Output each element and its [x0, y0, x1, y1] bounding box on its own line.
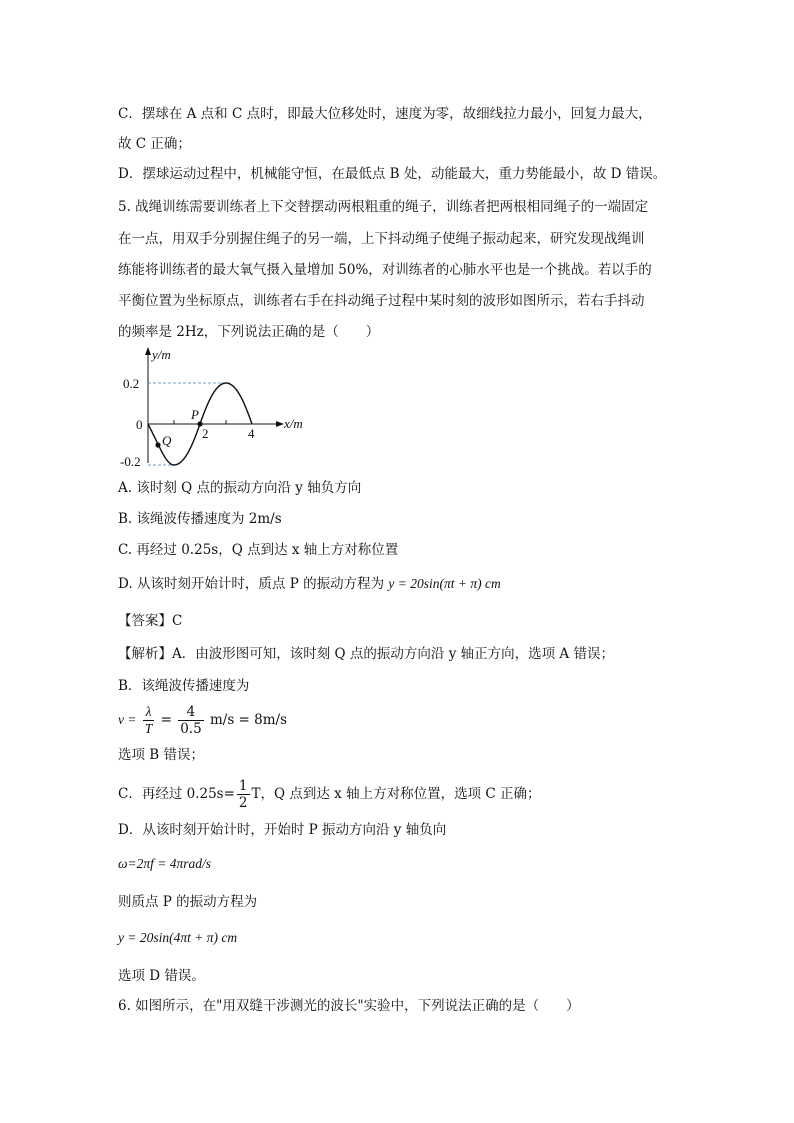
analysis-d-eq-intro: 则质点 P 的振动方程为 — [118, 894, 258, 910]
explanation-c-line1: C．摆球在 A 点和 C 点时，即最大位移处时，速度为零，故细线拉力最小，回复力最大， — [118, 106, 652, 122]
analysis-a: 【解析】A．由波形图可知，该时刻 Q 点的振动方向沿 y 轴正方向，选项 A 错误； — [118, 646, 614, 662]
point-p-label: P — [191, 407, 199, 422]
numeric-fraction — [178, 704, 203, 737]
wavelength-over-period — [143, 704, 155, 737]
explanation-d-line: D．摆球运动过程中，机械能守恒，在最低点 B 处，动能最大，重力势能最小，故 D 错误。 — [118, 166, 667, 182]
question5-stem-line5: 的频率是 2Hz，下列说法正确的是（ ） — [118, 324, 380, 340]
x-tick-label-4: 4 — [248, 426, 255, 441]
question6-stem: 6. 如图所示，在"用双缝干涉测光的波长"实验中，下列说法正确的是（ ） — [118, 998, 580, 1014]
y-tick-label-zero: 0 — [136, 417, 143, 432]
angular-frequency: ω=2πf = 4πrad/s — [118, 856, 212, 871]
option-d-prefix: D. 从该时刻开始计时，质点 P 的振动方程为 — [118, 576, 385, 592]
option-d-equation: y = 20sin(πt + π) cm — [388, 576, 501, 591]
y-axis-label: y/m — [152, 347, 171, 362]
analysis-c — [118, 774, 541, 814]
option-c: C. 再经过 0.25s，Q 点到达 x 轴上方对称位置 — [118, 542, 399, 558]
wave-figure — [112, 345, 342, 470]
frac-two: 2 — [238, 795, 248, 811]
analysis-c-prefix: C．再经过 0.25s= — [118, 786, 235, 802]
y-tick-label-top: 0.2 — [123, 376, 140, 391]
frac-half: 0.5 — [180, 721, 202, 737]
y-axis-arrow — [145, 347, 151, 355]
y-tick-label-bottom: -0.2 — [120, 454, 141, 469]
point-q-label: Q — [162, 433, 172, 448]
analysis-b-result: 选项 B 错误； — [118, 747, 205, 763]
option-a: A. 该时刻 Q 点的振动方向沿 y 轴负方向 — [118, 480, 362, 496]
option-d — [118, 574, 501, 594]
equals-sign: = — [160, 712, 172, 728]
analysis-b-intro: B．该绳波传播速度为 — [118, 678, 250, 694]
velocity-result: m/s = 8m/s — [209, 712, 288, 728]
vibration-equation: y = 20sin(4πt + π) cm — [118, 930, 238, 945]
question5-stem-line2: 在一点，用双手分别握住绳子的另一端，上下抖动绳子使绳子振动起来，研究发现战绳训 — [118, 231, 645, 247]
analysis-d-result: 选项 D 错误。 — [118, 968, 205, 984]
frac-lambda: λ — [143, 704, 155, 721]
half-fraction — [237, 778, 250, 811]
question5-stem-line4: 平衡位置为坐标原点，训练者右手在抖动绳子过程中某时刻的波形如图所示，若右手抖动 — [118, 293, 645, 309]
frac-one: 1 — [238, 778, 248, 794]
analysis-b-formula — [118, 700, 287, 740]
analysis-c-suffix: T，Q 点到达 x 轴上方对称位置，选项 C 正确； — [251, 786, 541, 802]
answer-line: 【答案】C — [118, 613, 183, 629]
question5-stem-line1: 5. 战绳训练需要训练者上下交替摆动两根粗重的绳子，训练者把两根相同绳子的一端固定 — [118, 199, 649, 215]
option-b: B. 该绳波传播速度为 2m/s — [118, 511, 282, 527]
question5-stem-line3: 练能将训练者的最大氧气摄入量增加 50%，对训练者的心肺水平也是一个挑战。若以手的 — [118, 262, 652, 278]
velocity-lhs: v = — [118, 712, 137, 727]
point-q-marker — [155, 442, 160, 447]
explanation-c-line2: 故 C 正确； — [118, 136, 191, 152]
x-axis-arrow — [276, 421, 284, 427]
frac-period: T — [144, 721, 153, 736]
x-tick-label-2: 2 — [202, 426, 209, 441]
x-axis-label: x/m — [284, 416, 303, 431]
frac-four: 4 — [178, 704, 203, 721]
analysis-d-intro: D．从该时刻开始计时，开始时 P 振动方向沿 y 轴负向 — [118, 822, 447, 838]
